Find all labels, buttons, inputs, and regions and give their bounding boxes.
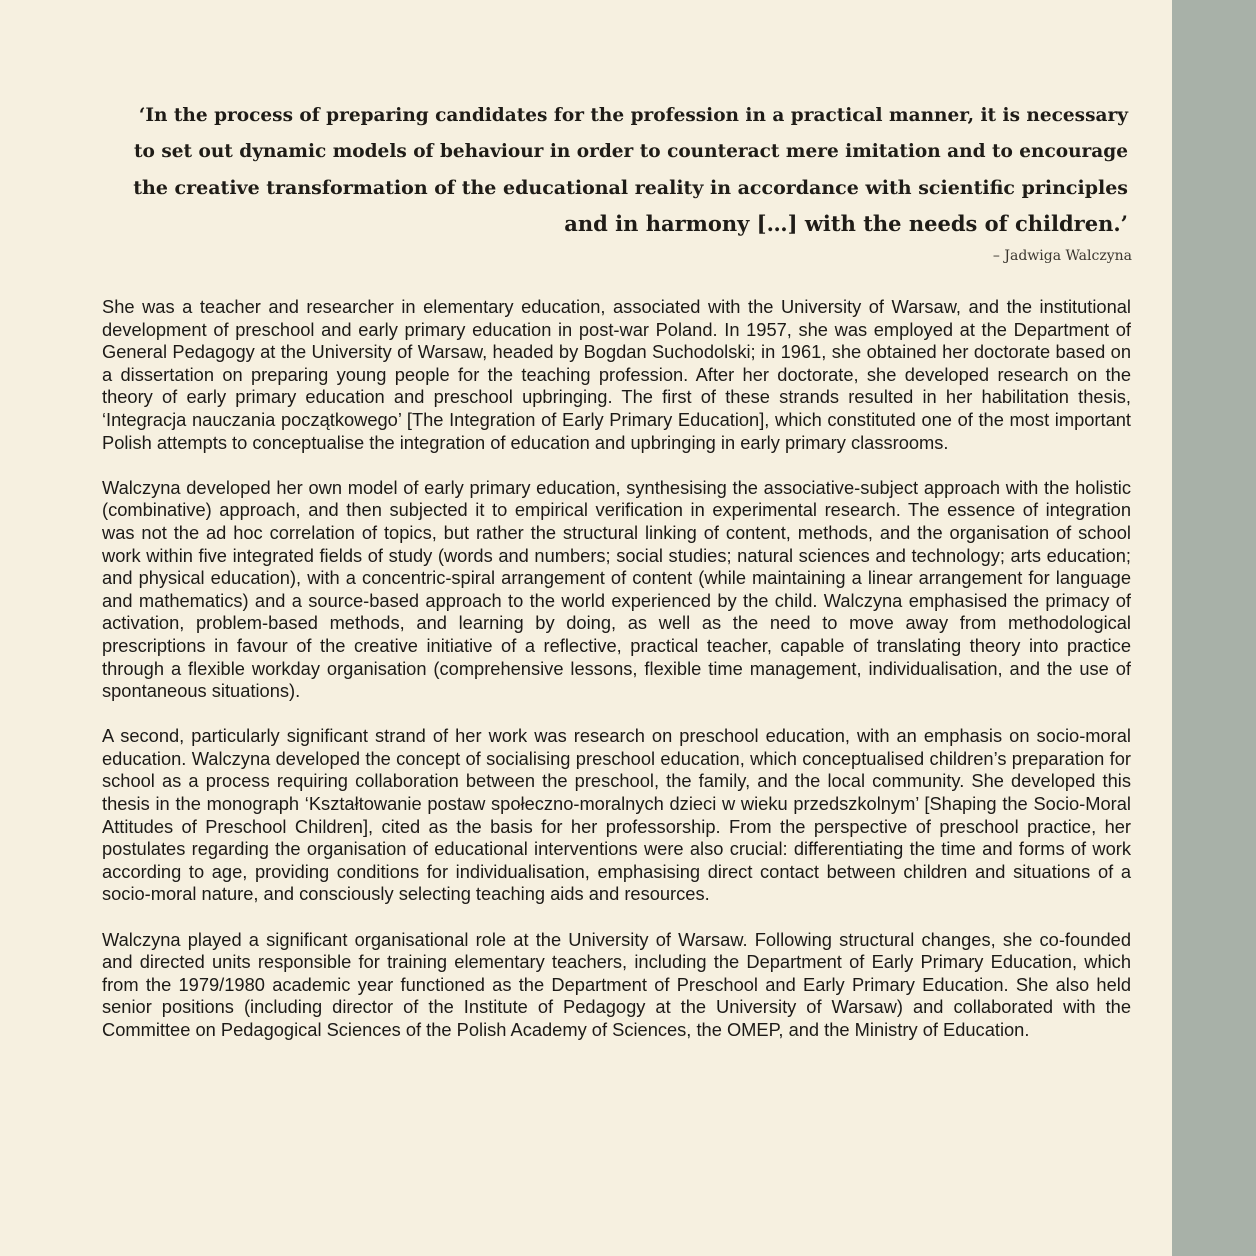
epigraph-quote (120, 98, 1128, 242)
side-band (1172, 0, 1256, 1256)
paragraph: Walczyna played a significant organisational role at the University of Warsaw. Following structural changes, she co-founded and directed units responsible for training elementary teachers, including the Department of Early Primary Education, which from the 1979/1980 academic year functioned as the Department of Preschool and Early Primary Education. She also held senior positions (including director of the Institute of Pedagogy at the University of Warsaw) and collaborated with the Committee on Pedagogical Sciences of the Polish Academy of Sciences, the OMEP, and the Ministry of Education. (102, 928, 1131, 1040)
paragraph: Walczyna developed her own model of early primary education, synthesising the associative-subject approach with the holistic (combinative) approach, and then subjected it to empirical verification in experimental research. The essence of integration was not the ad hoc correlation of topics, but rather the structural linking of content, methods, and the organisation of school work within five integrated fields of study (words and numbers; social studies; natural sciences and technology; arts education; and physical education), with a concentric-spiral arrangement of content (while maintaining a linear arrangement for language and mathematics) and a source-based approach to the world experienced by the child. Walczyna emphasised the primacy of activation, problem-based methods, and learning by doing, as well as the need to move away from methodological prescriptions in favour of the creative initiative of a reflective, practical teacher, capable of translating theory into practice through a flexible workday organisation (comprehensive lessons, flexible time management, individualisation, and the use of spontaneous situations). (102, 476, 1131, 702)
quote-line: and in harmony […] with the needs of children.’ (564, 211, 1128, 236)
quote-line: to set out dynamic models of behaviour in order to counteract mere imitation and to encourage (134, 141, 1128, 162)
quote-line: ‘In the process of preparing candidates for the profession in a practical manner, it is necessary (138, 105, 1128, 126)
quote-line: the creative transformation of the educational reality in accordance with scientific principles (133, 177, 1128, 199)
paragraph: A second, particularly significant strand of her work was research on preschool education, with an emphasis on socio-moral education. Walczyna developed the concept of socialising preschool education, which conceptualised children’s preparation for school as a process requiring collaboration between the preschool, the family, and the local community. She developed this thesis in the monograph ‘Kształtowanie postaw społeczno-moralnych dzieci w wieku przedszkolnym’ [Shaping the Socio-Moral Attitudes of Preschool Children], cited as the basis for her professorship. From the perspective of preschool practice, her postulates regarding the organisation of educational interventions were also crucial: differentiating the time and forms of work according to age, providing conditions for individualisation, emphasising direct contact between children and situations of a socio-moral nature, and consciously selecting teaching aids and resources. (102, 725, 1131, 905)
quote-attribution: – Jadwiga Walczyna (992, 248, 1132, 264)
biography-text (102, 296, 1131, 1064)
paragraph: She was a teacher and researcher in elementary education, associated with the University of Warsaw, and the institutional development of preschool and early primary education in post-war Poland. In 1957, she was employed at the Department of General Pedagogy at the University of Warsaw, headed by Bogdan Suchodolski; in 1961, she obtained her doctorate based on a dissertation on preparing young people for the teaching profession. After her doctorate, she developed research on the theory of early primary education and preschool upbringing. The first of these strands resulted in her habilitation thesis, ‘Integracja nauczania początkowego’ [The Integration of Early Primary Education], which constituted one of the most important Polish attempts to conceptualise the integration of education and upbringing in early primary classrooms. (102, 296, 1131, 453)
